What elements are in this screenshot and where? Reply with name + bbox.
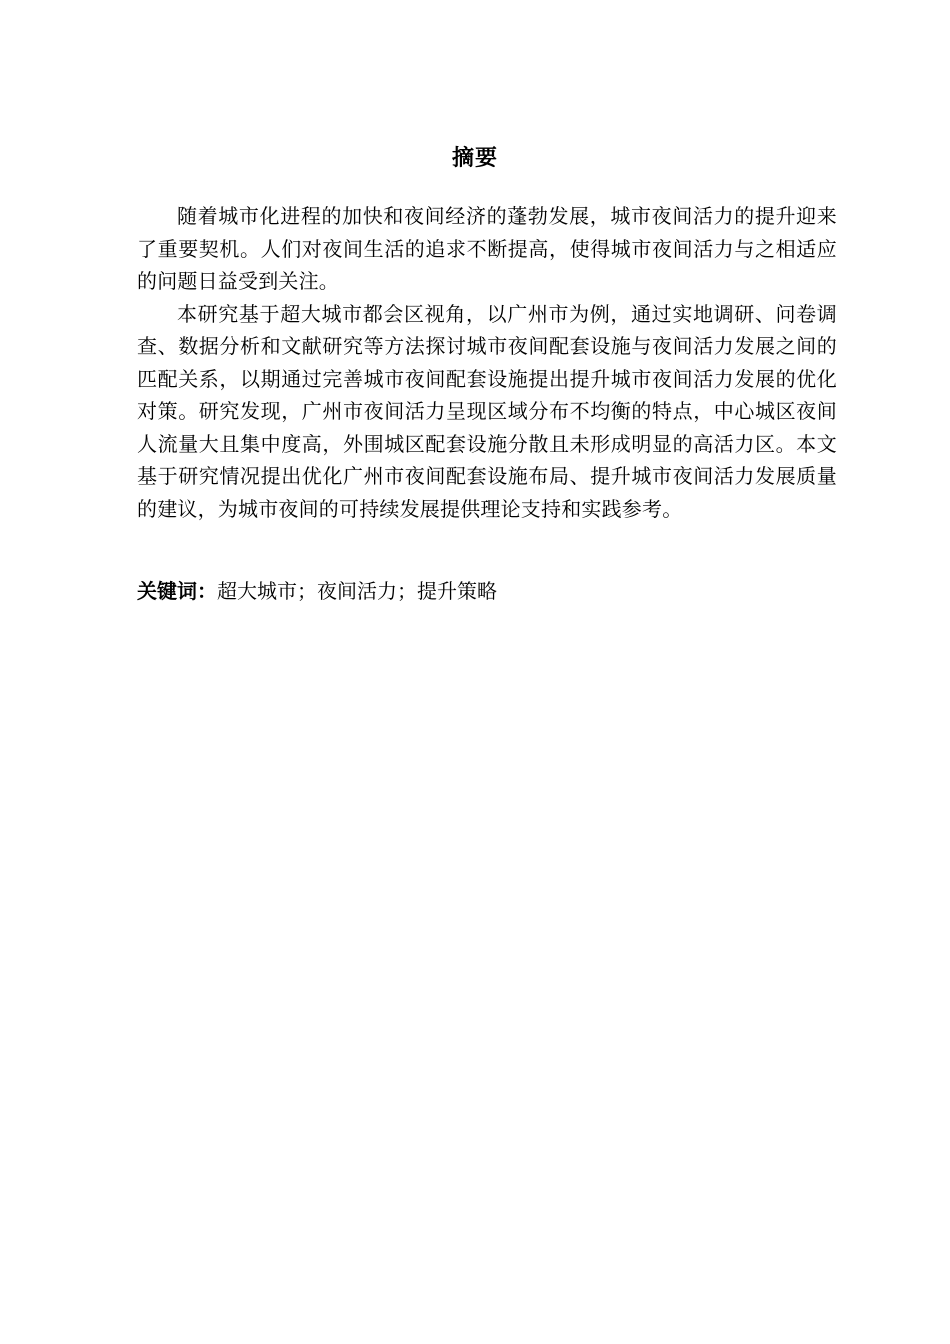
abstract-body xyxy=(137,200,837,525)
keywords-line xyxy=(137,575,837,607)
keywords-label: 关键词： xyxy=(137,579,217,603)
keywords-text: 超大城市；夜间活力；提升策略 xyxy=(217,579,497,603)
abstract-title: 摘要 xyxy=(451,146,498,171)
abstract-paragraph-1: 随着城市化进程的加快和夜间经济的蓬勃发展，城市夜间活力的提升迎来了重要契机。人们对夜间生活的追求不断提高，使得城市夜间活力与之相适应的问题日益受到关注。 xyxy=(137,204,837,293)
abstract-paragraph-2: 本研究基于超大城市都会区视角，以广州市为例，通过实地调研、问卷调查、数据分析和文献研究等方法探讨城市夜间配套设施与夜间活力发展之间的匹配关系，以期通过完善城市夜间配套设施提出提升城市夜间活力发展的优化对策。研究发现，广州市夜间活力呈现区域分布不均衡的特点，中心城区夜间人流量大且集中度高，外围城区配套设施分散且未形成明显的高活力区。本文基于研究情况提出优化广州市夜间配套设施布局、提升城市夜间活力发展质量的建议，为城市夜间的可持续发展提供理论支持和实践参考。 xyxy=(137,301,837,521)
